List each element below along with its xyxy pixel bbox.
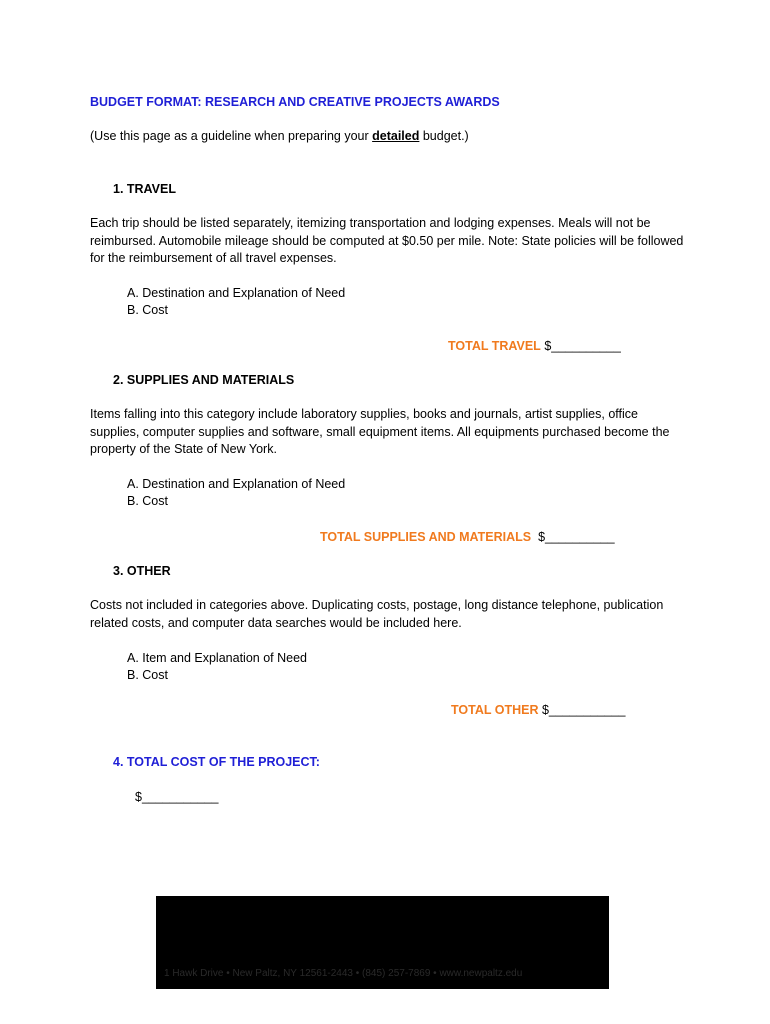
footer-address: 1 Hawk Drive • New Paltz, NY 12561-2443 • (845) 257-7869 • www.newpaltz.edu: [164, 968, 523, 979]
grand-total-blank: $___________: [135, 790, 219, 804]
intro-line: [90, 128, 469, 145]
total-label-supplies: TOTAL SUPPLIES AND MATERIALS: [320, 530, 532, 544]
intro-emphasis: detailed: [372, 129, 420, 143]
section-paragraph-travel: Each trip should be listed separately, itemizing transportation and lodging expenses. Meals will not be reimbursed. Automobile mileage should be computed at $0.50 per mile. Note: State policies will be followed for the reimbursement of all travel expenses.: [90, 216, 684, 265]
section-heading-other: 3. OTHER: [113, 564, 171, 578]
intro-before: (Use this page as a guideline when preparing your: [90, 129, 373, 143]
section-item-other-b: B. Cost: [127, 668, 168, 682]
total-blank-supplies: $__________: [538, 530, 615, 544]
section-paragraph-other: Costs not included in categories above. Duplicating costs, postage, long distance telephone, publication related costs, and computer data searches would be included here.: [90, 598, 664, 630]
section-item-supplies-a: A. Destination and Explanation of Need: [127, 477, 346, 491]
total-label-travel: TOTAL TRAVEL: [448, 339, 541, 353]
section-item-other-a: A. Item and Explanation of Need: [127, 651, 307, 665]
section-item-supplies-b: B. Cost: [127, 494, 168, 508]
grand-total-label: 4. TOTAL COST OF THE PROJECT:: [113, 755, 320, 769]
footer-banner: [156, 896, 609, 989]
intro-after: budget.): [419, 129, 469, 143]
total-blank-other: $___________: [541, 703, 626, 717]
total-line-supplies: [320, 529, 615, 546]
document-title: BUDGET FORMAT: RESEARCH AND CREATIVE PROJECTS AWARDS: [90, 95, 500, 109]
section-item-travel-b: B. Cost: [127, 303, 168, 317]
section-item-travel-a: A. Destination and Explanation of Need: [127, 286, 346, 300]
section-paragraph-supplies: Items falling into this category include laboratory supplies, books and journals, artist supplies, office supplies, computer supplies and software, small equipment items. All equipments purchased become the property of the State of New York.: [90, 407, 670, 456]
section-heading-travel: 1. TRAVEL: [113, 182, 176, 196]
total-line-other: [451, 702, 625, 719]
total-line-travel: [448, 338, 621, 355]
total-blank-travel: $__________: [544, 339, 621, 353]
total-label-other: TOTAL OTHER: [451, 703, 539, 717]
section-heading-supplies: 2. SUPPLIES AND MATERIALS: [113, 373, 295, 387]
